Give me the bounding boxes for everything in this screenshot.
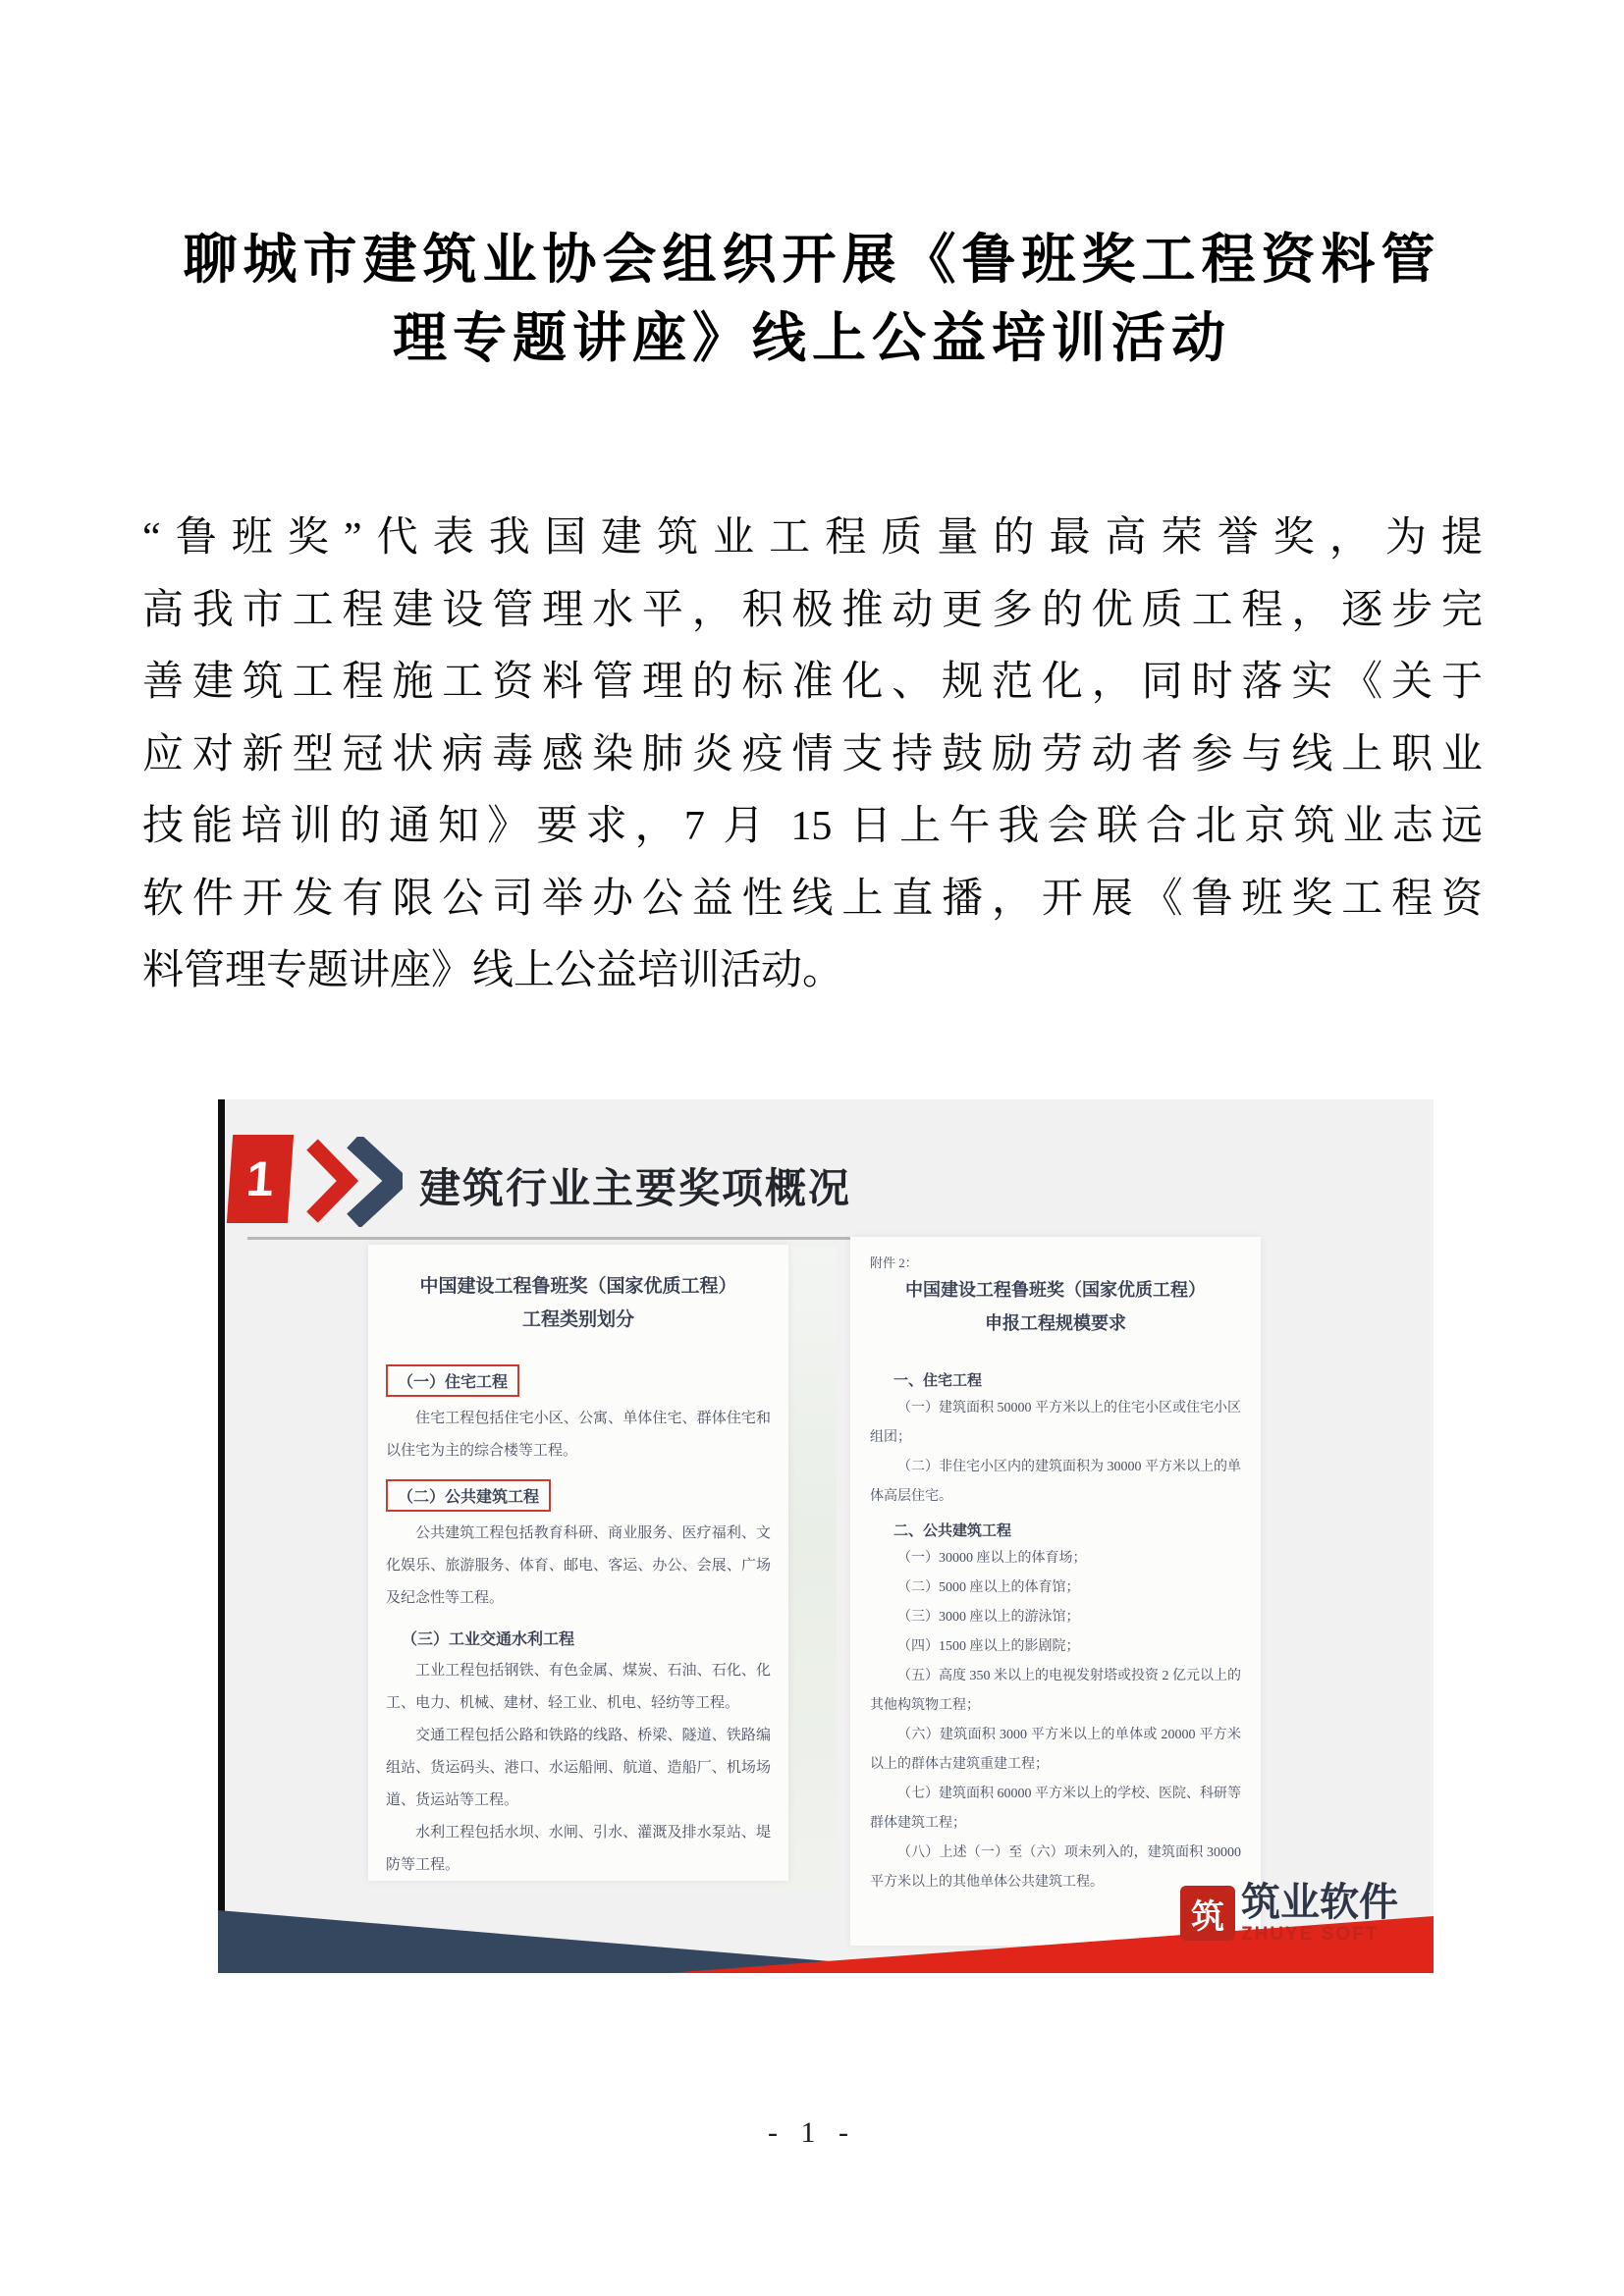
right-panel-item: （七）建筑面积 60000 平方米以上的学校、医院、科研等群体建筑工程； (870, 1787, 1241, 1831)
right-panel-item: （三）3000 座以上的游泳馆； (897, 1610, 1080, 1625)
paragraph-line: “鲁班奖”代表我国建筑业工程质量的最高荣誉奖，为提 (142, 515, 1483, 561)
chevron-red-icon (312, 1145, 348, 1217)
zhuye-logo (1180, 1883, 1398, 1944)
zhuye-logo-icon: 筑 (1180, 1886, 1235, 1941)
slide-image (218, 1099, 1434, 1973)
right-panel-item: （一）建筑面积 50000 平方米以上的住宅小区或住宅小区组团； (870, 1401, 1241, 1445)
page-number: - 1 - (768, 2116, 856, 2149)
right-panel-item: （一）30000 座以上的体育场； (897, 1551, 1087, 1566)
left-panel-title-line1: 中国建设工程鲁班奖（国家优质工程） (419, 1276, 737, 1297)
section-number: 1 (244, 1151, 276, 1206)
left-panel-title-line2: 工程类别划分 (521, 1309, 634, 1330)
left-document-panel (368, 1245, 788, 1881)
attachment-label: 附件 2： (870, 1255, 918, 1270)
right-panel-item: （二）5000 座以上的体育馆； (897, 1580, 1080, 1595)
chevron-navy-icon (353, 1141, 397, 1221)
paragraph-line: 软件开发有限公司举办公益性线上直播，开展《鲁班奖工程资 (142, 876, 1483, 922)
body-paragraph (142, 503, 1483, 1008)
left-section3-heading: （三）工业交通水利工程 (402, 1631, 575, 1648)
right-panel-item: （四）1500 座以上的影剧院； (897, 1639, 1080, 1654)
slide-left-border (218, 1099, 225, 1973)
right-panel-item: （八）上述（一）至（六）项未列入的，建筑面积 30000 平方米以上的其他单体公共建筑工程。 (870, 1845, 1241, 1890)
left-section1-heading: （一）住宅工程 (386, 1364, 519, 1397)
right-panel-title-line2: 申报工程规模要求 (985, 1313, 1126, 1333)
left-panel-title (386, 1270, 771, 1337)
slide-heading: 建筑行业主要奖项概况 (419, 1165, 852, 1211)
page-title (0, 220, 1624, 377)
right-panel-item: （五）高度 350 米以上的电视发射塔或投资 2 亿元以上的其他构筑物工程； (870, 1669, 1241, 1713)
right-panel-title-line1: 中国建设工程鲁班奖（国家优质工程） (905, 1280, 1206, 1300)
right-document-panel (850, 1237, 1261, 1946)
zhuye-logo-en: ZHUYE SOFT (1241, 1924, 1380, 1945)
paragraph-line: 善建筑工程施工资料管理的标准化、规范化，同时落实《关于 (142, 660, 1483, 705)
paragraph-line: 料管理专题讲座》线上公益培训活动。 (142, 948, 844, 993)
right-panel-item: （六）建筑面积 3000 平方米以上的单体或 20000 平方米以上的群体古建筑重建工程； (870, 1728, 1241, 1772)
right-panel-title (870, 1273, 1241, 1340)
right-section2-items (870, 1544, 1241, 1897)
left-section2-heading: （二）公共建筑工程 (386, 1479, 551, 1512)
paragraph-line: 高我市工程建设管理水平，积极推动更多的优质工程，逐步完 (142, 587, 1483, 633)
right-section1-items (870, 1394, 1241, 1512)
right-section1-heading: 一、住宅工程 (893, 1373, 983, 1389)
section-number-badge (227, 1135, 294, 1223)
paragraph-line: 技能培训的通知》要求，7 月 15 日上午我会联合北京筑业志远 (142, 804, 1483, 849)
right-panel-item: （二）非住宅小区内的建筑面积为 30000 平方米以上的单体高层住宅。 (870, 1460, 1241, 1504)
left-section3-para2: 交通工程包括公路和铁路的线路、桥梁、隧道、铁路编组站、货运码头、港口、水运船闸、航道、造船厂、机场场道、货运站等工程。 (386, 1728, 771, 1808)
left-section1-para: 住宅工程包括住宅小区、公寓、单体住宅、群体住宅和以住宅为主的综合楼等工程。 (386, 1411, 771, 1459)
left-section3-para3: 水利工程包括水坝、水闸、引水、灌溉及排水泵站、堤防等工程。 (386, 1825, 771, 1873)
chevron-icons (300, 1137, 403, 1227)
zhuye-logo-cn: 筑业软件 (1241, 1881, 1398, 1924)
page-title-line2: 理专题讲座》线上公益培训活动 (392, 307, 1231, 368)
zhuye-logo-text (1241, 1883, 1398, 1944)
left-section3-para1: 工业工程包括钢铁、有色金属、煤炭、石油、石化、化工、电力、机械、建材、轻工业、机电、轻纺等工程。 (386, 1663, 771, 1711)
left-section2-para: 公共建筑工程包括教育科研、商业服务、医疗福利、文化娱乐、旅游服务、体育、邮电、客运、办公、会展、广场及纪念性等工程。 (386, 1525, 771, 1606)
page-title-line1: 聊城市建筑业协会组织开展《鲁班奖工程资料管 (183, 229, 1441, 290)
paragraph-line: 应对新型冠状病毒感染肺炎疫情支持鼓励劳动者参与线上职业 (142, 731, 1483, 777)
right-section2-heading: 二、公共建筑工程 (893, 1523, 1012, 1539)
